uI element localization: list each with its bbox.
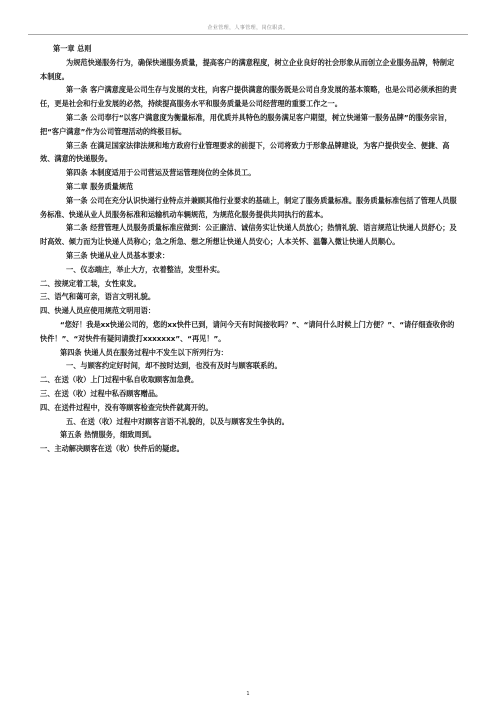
paragraph: 第三条 在满足国家法律法规和地方政府行业管理要求的前提下，公司将致力于形象品牌建设，为客户提供安全、便捷、高效、满意的快递服务。	[40, 140, 450, 164]
paragraph: 三、在送（收）过程中私吞顾客赠品。	[40, 388, 163, 398]
paragraph: 三、语气和蔼可亲，语言文明礼貌。	[40, 292, 156, 302]
paragraph: 第三条 快递从业人员基本要求：	[66, 250, 170, 260]
paragraph: “您好！我是xx快递公司的，您的xx快件已到，请问今天有时间接收吗？”、“请问什么时候上门方便？”、“请仔细查收你的快件！”、“对快件有疑问请拨打xxxxxxx”、“再见！”。	[40, 319, 455, 343]
paragraph: 四、快递人员应使用规范文明用语：	[40, 306, 156, 316]
paragraph: 一、与顾客约定好时间，却不按时达到，也没有及时与顾客联系的。	[66, 361, 282, 371]
paragraph: 为规范快递服务行为，确保快递服务质量，提高客户的满意程度，树立企业良好的社会形象从而创立企业服务品牌，特制定本制度。	[40, 57, 455, 81]
paragraph: 第五条 热情服务，细致周到。	[60, 430, 156, 440]
page-number: 1	[246, 691, 250, 697]
paragraph: 第二条 公司奉行“以客户满意度为衡量标准，用优质并具特色的服务满足客户期望，树立快递第一服务品牌”的服务宗旨，把“客户满意”作为公司管理活动的终极目标。	[40, 112, 452, 136]
paragraph: 第二条 经营管理人员服务质量标准应做到：公正廉洁、诚信务实让快递人员放心；热情礼貌、语言规范让快递人员舒心；及时高效、倾力而为让快递人员称心；急之所急、想之所想让快递人员安心；人本关怀、温馨入微让快递人员顺心。	[40, 223, 457, 247]
page-header: 企业管理，人事管理，岗位职责。	[207, 25, 289, 31]
document-body	[40, 42, 458, 456]
paragraph: 五、在送（收）过程中对顾客言语不礼貌的，以及与顾客发生争执的。	[66, 416, 289, 426]
paragraph: 一、仪态端庄，举止大方，衣着整洁，发型朴实。	[66, 264, 225, 274]
paragraph: 二、在送（收）上门过程中私自收取顾客加急费。	[40, 375, 199, 385]
paragraph: 第四条 本制度适用于公司营运及营运管理岗位的全体员工。	[66, 168, 256, 178]
paragraph: 第一条 客户满意度是公司生存与发展的支柱，向客户提供满意的服务既是公司自身发展的基本策略，也是公司必须承担的责任，更是社会和行业发展的必然，持续提高服务水平和服务质量是公司经营理的重要工作之一。	[40, 85, 457, 109]
paragraph: 四、在送件过程中，没有等顾客检查完快件就离开的。	[40, 402, 213, 412]
paragraph: 第四条 快递人员在服务过程中不发生以下所列行为：	[60, 347, 228, 357]
header-divider	[28, 34, 468, 35]
paragraph: 第二章 服务质量规范	[66, 181, 134, 191]
paragraph: 二、按规定着工装，女性束发。	[40, 278, 141, 288]
paragraph: 一、主动解决顾客在送（收）快件后的疑虑。	[40, 444, 184, 454]
paragraph: 第一条 公司在充分认识快递行业特点并兼顾其他行业要求的基础上，制定了服务质量标准。服务质量标准包括了管理人员服务标准、快递从业人员服务标准和运输机动车辆规范，为规范化服务提供共同执行的蓝本。	[40, 195, 457, 219]
paragraph: 第一章 总则	[53, 44, 92, 53]
